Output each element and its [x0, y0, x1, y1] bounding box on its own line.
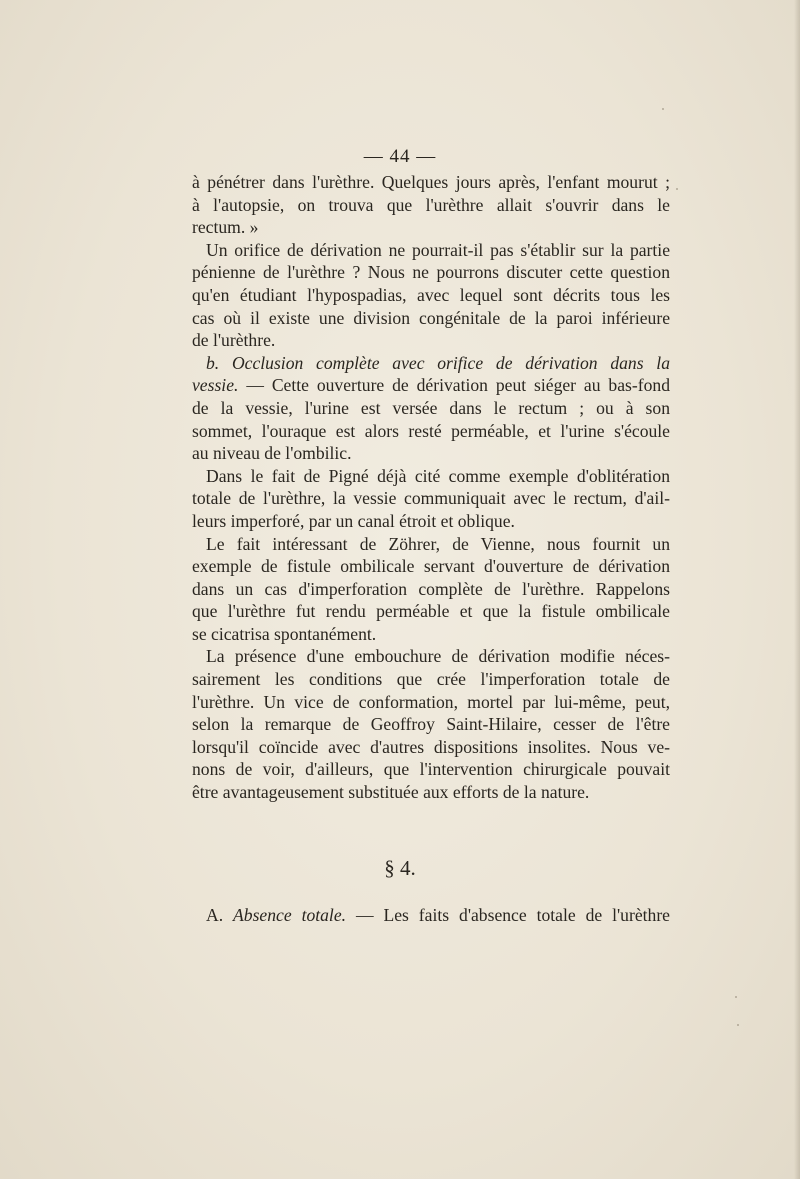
paragraph	[192, 239, 670, 352]
subsection-title: Occlusion complète avec orifice de dérivation dans la	[231, 352, 670, 373]
text-run: — Cette ouverture de dérivation peut siéger au bas-fond	[246, 375, 670, 396]
text-line: cas où il existe une division congénitale de la paroi inférieure	[192, 307, 670, 328]
paper-speck	[735, 996, 737, 998]
text-line: exemple de fistule ombilicale servant d'ouverture de dérivation	[192, 556, 670, 577]
subsection-letter: b.	[206, 352, 220, 373]
paper-speck	[737, 1024, 739, 1026]
text-line: pénienne de l'urèthre ? Nous ne pourrons discuter cette question	[192, 262, 670, 283]
text-line: qu'en étudiant l'hypospadias, avec lequel sont décrits tous les	[192, 284, 670, 305]
text-line: Le fait intéressant de Zöhrer, de Vienne, nous fournit un	[206, 533, 670, 554]
text-line: Un orifice de dérivation ne pourrait-il pas s'établir sur la partie	[206, 239, 670, 260]
text-line: l'urèthre. Un vice de conformation, mortel par lui-même, peut,	[192, 691, 670, 712]
text-line: se cicatrisa spontanément.	[192, 623, 377, 644]
text-line	[206, 904, 670, 927]
closing-line	[206, 904, 670, 927]
subsection-letter: A.	[206, 905, 224, 925]
text-line: La présence d'une embouchure de dérivation modifie néces-	[206, 646, 670, 667]
text-line: dans un cas d'imperforation complète de l'urèthre. Rappelons	[192, 578, 670, 599]
paragraph-subsection-b	[192, 352, 670, 465]
text-line: nons de voir, d'ailleurs, que l'intervention chirurgicale pouvait	[192, 759, 670, 780]
paragraph	[192, 465, 670, 533]
subsection-heading-line	[192, 352, 670, 375]
text-line: à pénétrer dans l'urèthre. Quelques jours après, l'enfant mourut ;	[192, 172, 670, 192]
section-heading: § 4.	[384, 856, 416, 880]
text-line: Dans le fait de Pigné déjà cité comme exemple d'oblitération	[206, 465, 670, 486]
text-line: leurs imperforé, par un canal étroit et oblique.	[192, 510, 515, 531]
paper-speck	[662, 108, 664, 110]
text-line: totale de l'urèthre, la vessie communiquait avec le rectum, d'ail-	[192, 488, 670, 509]
text-line: de la vessie, l'urine est versée dans le rectum ; ou à son	[192, 397, 670, 418]
paragraph	[192, 533, 670, 646]
page-number-header: — 44 —	[363, 146, 437, 167]
text-line: à l'autopsie, on trouva que l'urèthre allait s'ouvrir dans le	[192, 194, 670, 215]
page-edge-shadow	[794, 0, 800, 1179]
text-line: que l'urèthre fut rendu perméable et que la fistule ombilicale	[192, 601, 670, 622]
text-run: — Les faits d'absence totale de l'urèthre	[355, 905, 670, 925]
text-line	[192, 374, 670, 397]
text-line: être avantageusement substituée aux efforts de la nature.	[192, 782, 590, 803]
text-line: au niveau de l'ombilic.	[192, 443, 352, 464]
paper-speck	[676, 188, 678, 190]
text-line: de l'urèthre.	[192, 330, 276, 351]
paragraph	[192, 645, 670, 803]
text-line: lorsqu'il coïncide avec d'autres dispositions insolites. Nous ve-	[192, 736, 670, 757]
text-line: selon la remarque de Geoffroy Saint-Hilaire, cesser de l'être	[192, 714, 670, 735]
subsection-title-end: vessie.	[192, 375, 239, 396]
body-text	[192, 171, 670, 804]
text-line: sairement les conditions que crée l'imperforation totale de	[192, 669, 670, 690]
paragraph	[192, 171, 670, 239]
text-line: sommet, l'ouraque est alors resté perméable, et l'urine s'écoule	[192, 420, 670, 441]
text-line: rectum. »	[192, 217, 259, 238]
subsection-title: Absence totale.	[233, 905, 347, 925]
